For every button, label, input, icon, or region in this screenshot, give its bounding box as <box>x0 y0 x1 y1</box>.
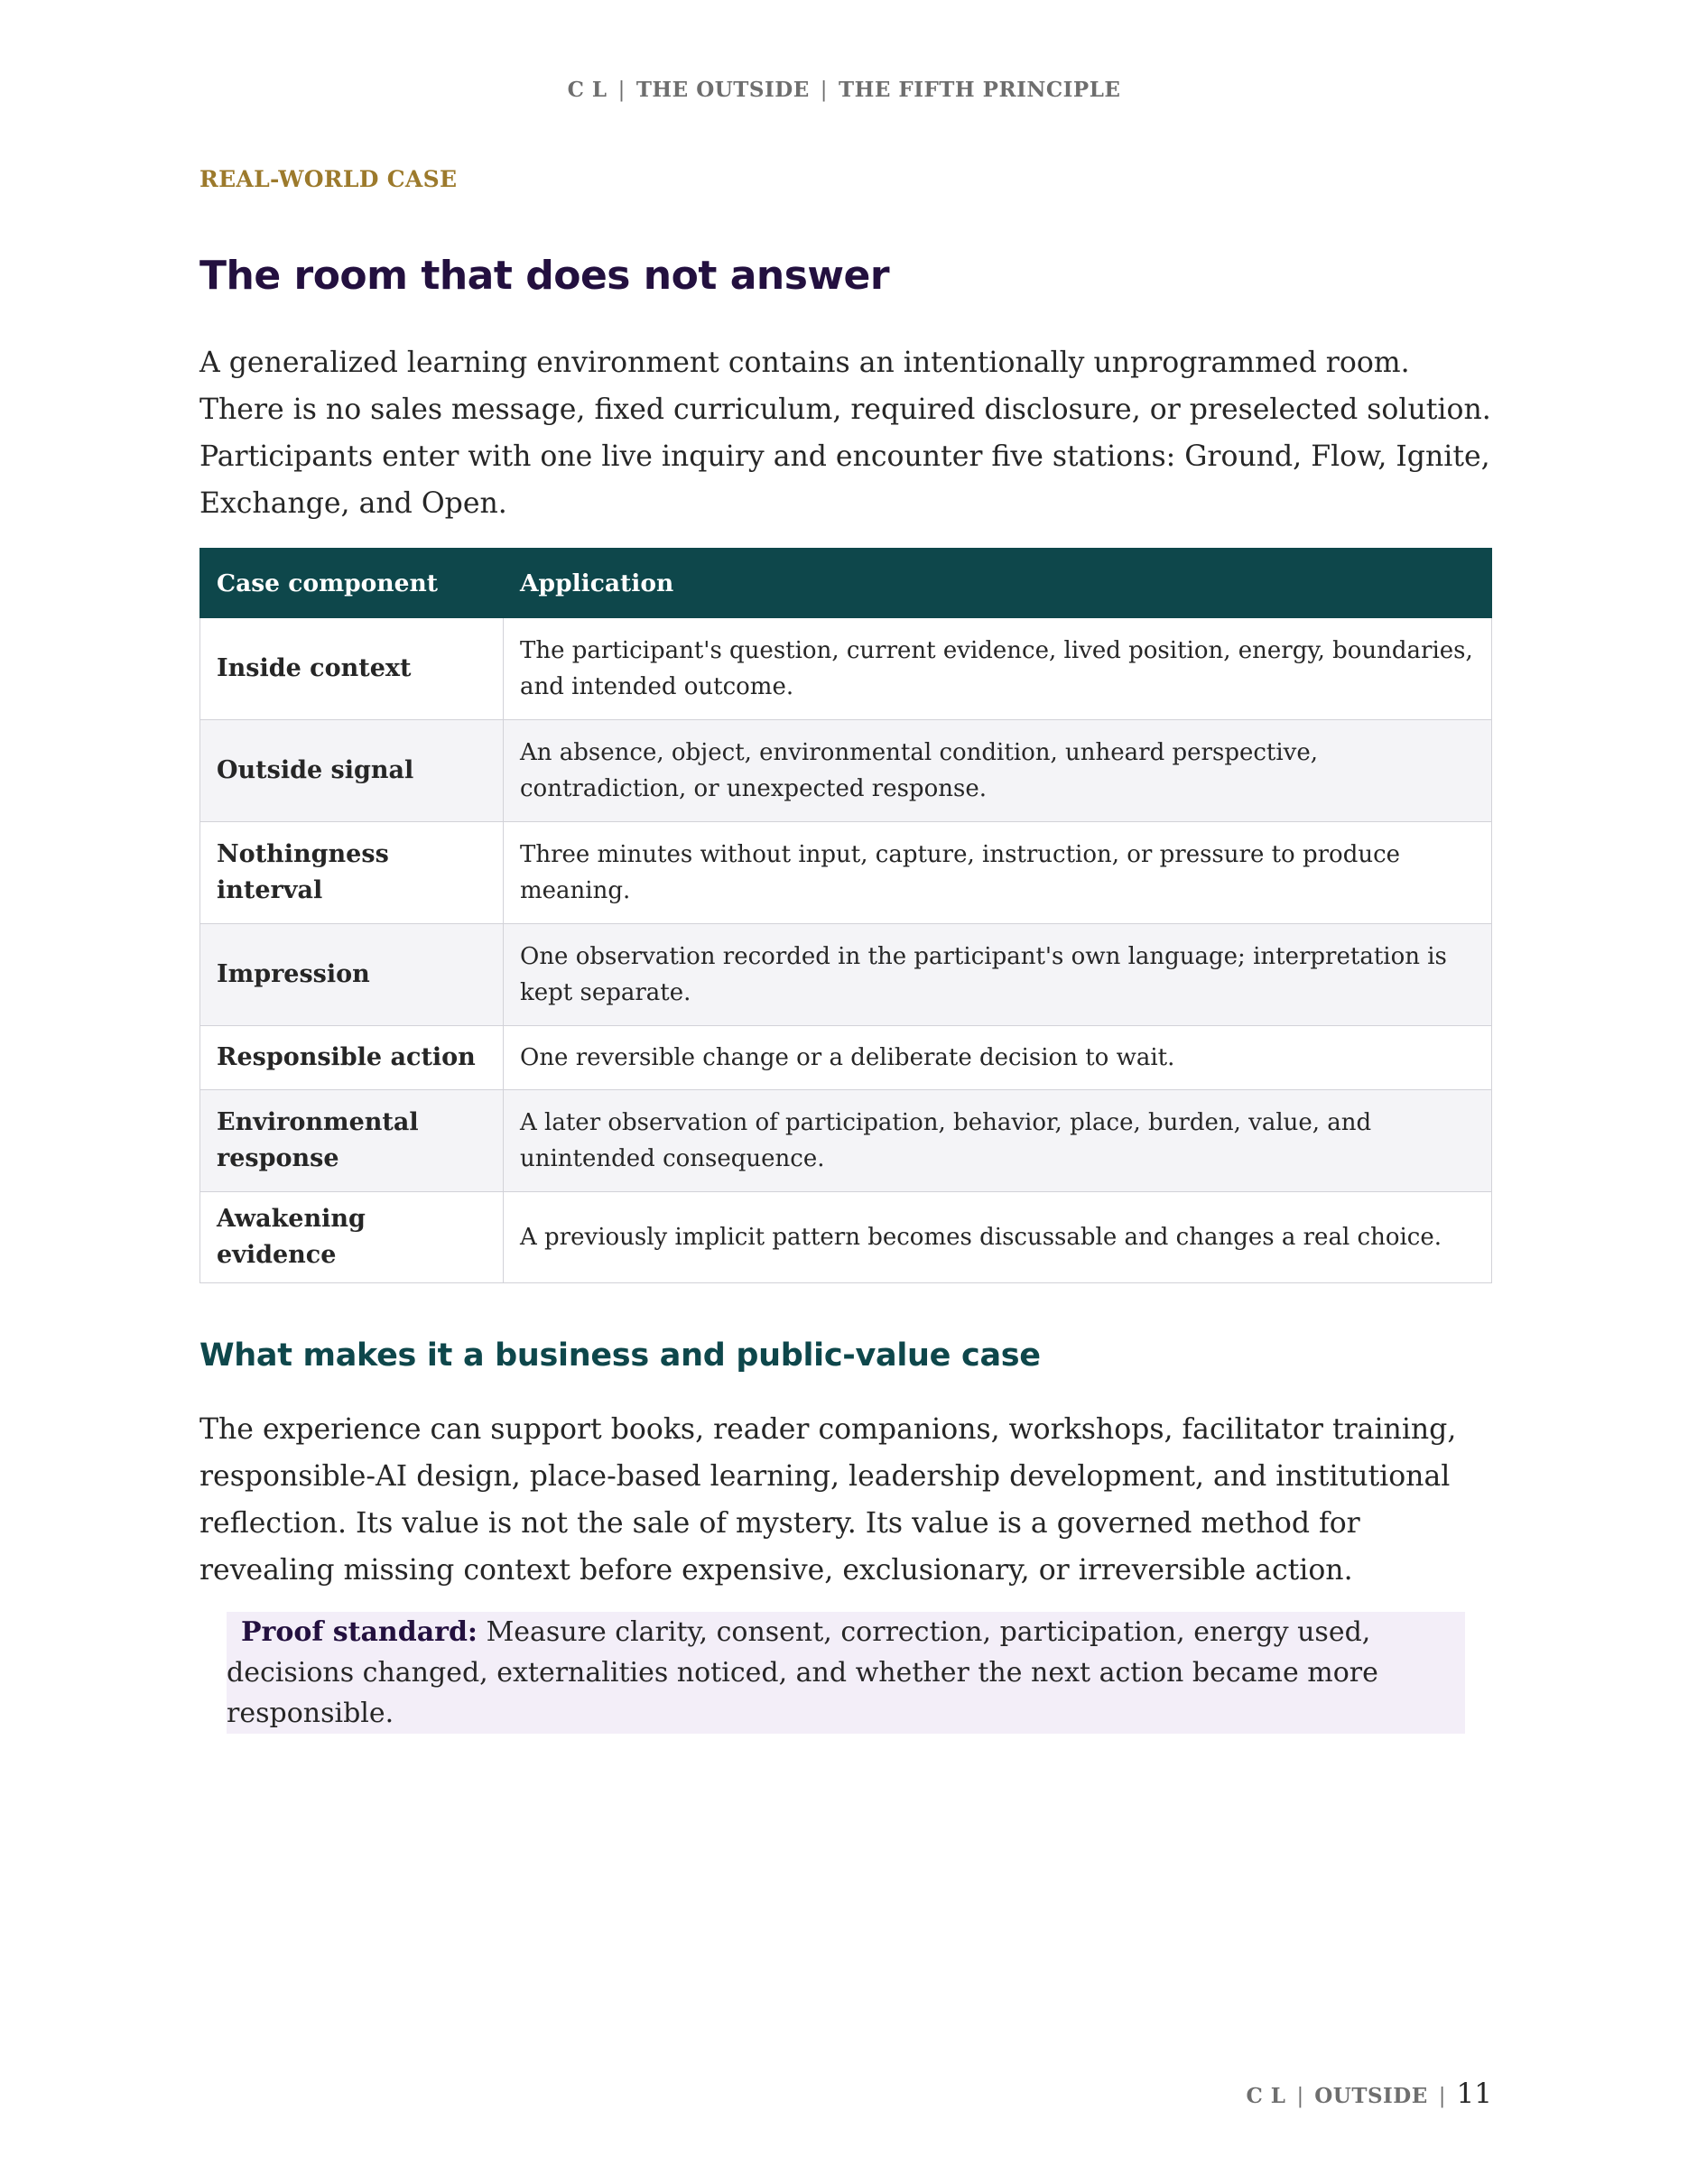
application-cell: One observation recorded in the participant's own language; interpretation is kept separate. <box>504 924 1492 1026</box>
header-chapter: THE FIFTH PRINCIPLE <box>839 78 1121 102</box>
case-component-cell: Responsible action <box>200 1026 504 1090</box>
table-row <box>200 618 1492 720</box>
application-cell: An absence, object, environmental condition, unheard perspective, contradiction, or unexpected response. <box>504 720 1492 822</box>
column-header-component: Case component <box>200 549 504 618</box>
page-title: The room that does not answer <box>199 253 890 299</box>
table-row <box>200 720 1492 822</box>
case-component-cell: Nothingness interval <box>200 822 504 924</box>
header-separator: | <box>617 79 626 102</box>
application-cell: A previously implicit pattern becomes discussable and changes a real choice. <box>504 1192 1492 1283</box>
case-component-cell: Awakening evidence <box>200 1192 504 1283</box>
application-cell: A later observation of participation, behavior, place, burden, value, and unintended consequence. <box>504 1090 1492 1192</box>
table-row <box>200 1192 1492 1283</box>
table-row <box>200 1026 1492 1090</box>
page-footer <box>1246 2078 1492 2110</box>
footer-initials: C L <box>1246 2084 1286 2108</box>
application-cell: Three minutes without input, capture, instruction, or pressure to produce meaning. <box>504 822 1492 924</box>
case-component-cell: Environmental response <box>200 1090 504 1192</box>
case-component-cell: Outside signal <box>200 720 504 822</box>
footer-section: OUTSIDE <box>1314 2084 1428 2108</box>
case-table <box>199 548 1492 1283</box>
proof-label: Proof standard: <box>241 1616 478 1648</box>
intro-paragraph: A generalized learning environment contains an intentionally unprogrammed room. There is no sales message, fixed curriculum, required disclosure, or preselected solution. Participants enter with one live inquiry and encounter five stations: Ground, Flow, Ignite, Exchange, and Open. <box>199 347 1491 520</box>
application-cell: The participant's question, current evidence, lived position, energy, boundaries, and intended outcome. <box>504 618 1492 720</box>
case-component-cell: Impression <box>200 924 504 1026</box>
section-kicker: REAL-WORLD CASE <box>199 166 458 192</box>
section-subheading: What makes it a business and public-value case <box>199 1337 1041 1374</box>
header-initials: C L <box>567 78 607 102</box>
header-section: THE OUTSIDE <box>635 78 810 102</box>
body-paragraph: The experience can support books, reader companions, workshops, facilitator training, responsible-AI design, place-based learning, leadership development, and institutional reflection. Its value is not the sale of mystery. Its value is a governed method for revealing missing context before expensive, exclusionary, or irreversible action. <box>199 1413 1457 1587</box>
footer-separator: | <box>1296 2085 1304 2108</box>
table-row <box>200 1090 1492 1192</box>
header-separator: | <box>820 79 828 102</box>
table-row <box>200 924 1492 1026</box>
proof-standard-callout <box>227 1612 1465 1734</box>
running-header <box>0 78 1688 102</box>
proof-text: Measure clarity, consent, correction, participation, energy used, decisions changed, externalities noticed, and whether the next action became more responsible. <box>227 1616 1378 1729</box>
application-cell: One reversible change or a deliberate decision to wait. <box>504 1026 1492 1090</box>
column-header-application: Application <box>504 549 1492 618</box>
case-component-cell: Inside context <box>200 618 504 720</box>
table-header-row <box>200 549 1492 618</box>
page-number: 11 <box>1456 2078 1492 2110</box>
footer-separator: | <box>1438 2085 1446 2108</box>
table-row <box>200 822 1492 924</box>
